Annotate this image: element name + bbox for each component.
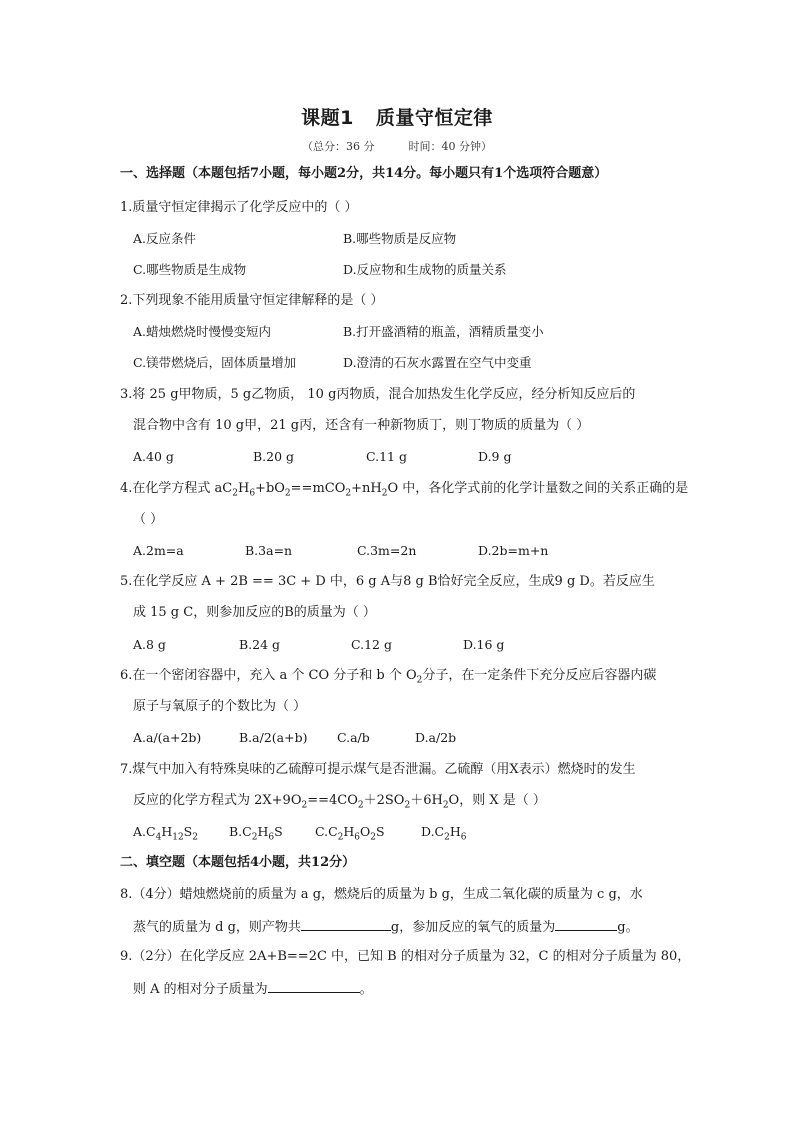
q4-sub: 2 bbox=[381, 488, 388, 499]
q4-option-d: D.2b=m+n bbox=[478, 543, 549, 558]
q7-opt-text: S bbox=[183, 824, 193, 839]
question-2: 2.下列现象不能用质量守恒定律解释的是（ ） bbox=[120, 293, 384, 308]
q8-answer-blank-1[interactable] bbox=[301, 916, 391, 931]
q5-option-a: A.8 g bbox=[133, 637, 166, 652]
section-choice-heading: 一、选择题（本题包括7小题，每小题2分，共14分。每小题只有1个选项符合题意） bbox=[120, 166, 608, 181]
question-5-line-1: 5.在化学反应 A + 2B == 3C + D 中，6 g A与8 g B恰好完全反应，生成9 g D。若反应生 bbox=[120, 574, 655, 589]
q7-opt-sub: 6 bbox=[268, 832, 275, 843]
q7-opt-text: C.C bbox=[315, 824, 338, 839]
q6-option-c: C.a/b bbox=[337, 730, 370, 745]
q4-sub: 2 bbox=[232, 488, 238, 499]
q7-opt-sub: 2 bbox=[444, 832, 450, 843]
question-5-line-2: 成 15 g C，则参加反应的B的质量为（ ） bbox=[133, 605, 376, 620]
q7-opt-text: B.C bbox=[229, 824, 252, 839]
q4-text: O 中，各化学式前的化学计量数之间的关系正确的是 bbox=[387, 481, 689, 496]
q7-opt-sub: 2 bbox=[370, 832, 377, 843]
q4-option-a: A.2m=a bbox=[133, 543, 184, 558]
q4-option-c: C.3m=2n bbox=[357, 543, 417, 558]
q7-sub: 2 bbox=[301, 800, 308, 811]
q6-option-a: A.a/(a+2b) bbox=[133, 730, 202, 745]
q7-opt-text: O bbox=[360, 824, 371, 839]
total-score: （总分：36 分 bbox=[302, 140, 375, 153]
section-fill-heading: 二、填空题（本题包括4小题，共12分） bbox=[120, 855, 356, 870]
question-4-line-2: （ ） bbox=[133, 512, 164, 527]
q4-sub: 2 bbox=[345, 488, 352, 499]
q2-option-c: C.镁带燃烧后，固体质量增加 bbox=[133, 355, 297, 370]
title-main: 质量守恒定律 bbox=[375, 107, 493, 129]
q9-text: 。 bbox=[359, 982, 373, 997]
question-8-line-2 bbox=[133, 916, 639, 938]
question-3-line-1: 3.将 25 g甲物质，5 g乙物质， 10 g丙物质，混合加热发生化学反应，经分析知反应后的 bbox=[120, 387, 636, 402]
q5-option-d: D.16 g bbox=[463, 637, 505, 652]
q7-sub: 2 bbox=[404, 800, 411, 811]
q7-opt-sub: 2 bbox=[192, 832, 198, 843]
question-9-line-1: 9.（2分）在化学反应 2A+B==2C 中，已知 B 的相对分子质量为 32，C 的相对分子质量为 80， bbox=[120, 949, 691, 964]
q8-answer-blank-2[interactable] bbox=[555, 916, 617, 931]
q1-option-a: A.反应条件 bbox=[133, 231, 197, 246]
time-limit: 时间：40 分钟） bbox=[408, 140, 492, 153]
q1-option-d: D.反应物和生成物的质量关系 bbox=[343, 262, 507, 277]
q7-text: O，则 X 是（ ） bbox=[448, 793, 546, 808]
q8-text: g。 bbox=[617, 920, 639, 935]
q7-option-b bbox=[229, 822, 283, 848]
question-6-line-1 bbox=[120, 666, 656, 691]
q7-opt-text: H bbox=[343, 824, 355, 839]
q7-text: ＋6H bbox=[410, 793, 443, 808]
title-prefix: 课题1 bbox=[301, 107, 354, 129]
q1-option-b: B.哪些物质是反应物 bbox=[343, 231, 457, 246]
question-8-line-1: 8.（4分）蜡烛燃烧前的质量为 a g，燃烧后的质量为 b g，生成二氧化碳的质量为 c g，水 bbox=[120, 887, 643, 902]
q7-opt-sub: 6 bbox=[460, 832, 467, 843]
q7-opt-text: D.C bbox=[421, 824, 445, 839]
page-title bbox=[0, 103, 794, 130]
q5-option-c: C.12 g bbox=[351, 637, 392, 652]
q5-option-b: B.24 g bbox=[239, 637, 281, 652]
q7-opt-text: S bbox=[274, 824, 283, 839]
q4-text: +nH bbox=[351, 481, 382, 496]
q3-option-c: C.11 g bbox=[366, 449, 407, 464]
q9-answer-blank[interactable] bbox=[268, 978, 360, 993]
q4-text: 4.在化学方程式 aC bbox=[120, 481, 233, 496]
q9-text: 则 A 的相对分子质量为 bbox=[133, 982, 268, 997]
q7-text: ==4CO bbox=[307, 793, 358, 808]
q7-text: 反应的化学方程式为 2X+9O bbox=[133, 793, 302, 808]
q7-option-a bbox=[133, 822, 198, 848]
q7-opt-sub: 2 bbox=[251, 832, 258, 843]
q4-text: H bbox=[237, 481, 250, 496]
q7-opt-text: S bbox=[376, 824, 385, 839]
q6-option-d: D.a/2b bbox=[415, 730, 457, 745]
q4-text: ==mCO bbox=[290, 481, 346, 496]
question-7-line-1: 7.煤气中加入有特殊臭味的乙硫醇可提示煤气是否泄漏。乙硫醇（用X表示）燃烧时的发生 bbox=[120, 762, 636, 777]
q7-opt-sub: 12 bbox=[172, 832, 184, 843]
q7-opt-text: H bbox=[161, 824, 173, 839]
q7-option-d bbox=[421, 822, 467, 848]
q2-option-d: D.澄清的石灰水露置在空气中变重 bbox=[343, 355, 532, 370]
page-subtitle bbox=[0, 138, 794, 154]
q1-option-c: C.哪些物质是生成物 bbox=[133, 262, 247, 277]
question-6-line-2: 原子与氧原子的个数比为（ ） bbox=[133, 699, 307, 714]
q8-text: 蒸气的质量为 d g，则产物共 bbox=[133, 920, 301, 935]
q6-option-b: B.a/2(a+b) bbox=[239, 730, 308, 745]
q3-option-b: B.20 g bbox=[253, 449, 295, 464]
q3-option-d: D.9 g bbox=[478, 449, 512, 464]
question-7-line-2 bbox=[133, 791, 546, 816]
q7-sub: 2 bbox=[357, 800, 364, 811]
q7-opt-sub: 2 bbox=[337, 832, 344, 843]
q4-text: +bO bbox=[255, 481, 285, 496]
question-1: 1.质量守恒定律揭示了化学反应中的（ ） bbox=[120, 200, 358, 215]
q7-opt-sub: 6 bbox=[354, 832, 361, 843]
q7-opt-text: H bbox=[449, 824, 461, 839]
q7-option-c bbox=[315, 822, 385, 848]
q6-text: 分子，在一定条件下充分反应后容器内碳 bbox=[422, 668, 657, 683]
q2-option-a: A.蜡烛燃烧时慢慢变短内 bbox=[133, 324, 272, 339]
q8-text: g，参加反应的氧气的质量为 bbox=[390, 920, 556, 935]
question-3-line-2: 混合物中含有 10 g甲，21 g丙，还含有一种新物质丁，则丁物质的质量为（ ） bbox=[133, 418, 590, 433]
q4-sub: 2 bbox=[284, 488, 291, 499]
q3-option-a: A.40 g bbox=[133, 449, 174, 464]
q7-text: ＋2SO bbox=[363, 793, 405, 808]
q6-text: 6.在一个密闭容器中，充入 a 个 CO 分子和 b 个 O bbox=[120, 668, 417, 683]
q4-sub: 6 bbox=[249, 488, 256, 499]
question-9-line-2 bbox=[133, 978, 373, 1000]
q7-sub: 2 bbox=[442, 800, 449, 811]
question-4-line-1 bbox=[120, 479, 688, 504]
q7-opt-text: A.C bbox=[133, 824, 156, 839]
q7-opt-sub: 4 bbox=[155, 832, 162, 843]
q7-opt-text: H bbox=[257, 824, 269, 839]
q2-option-b: B.打开盛酒精的瓶盖，酒精质量变小 bbox=[343, 324, 544, 339]
q6-sub: 2 bbox=[416, 675, 423, 686]
q4-option-b: B.3a=n bbox=[245, 543, 293, 558]
